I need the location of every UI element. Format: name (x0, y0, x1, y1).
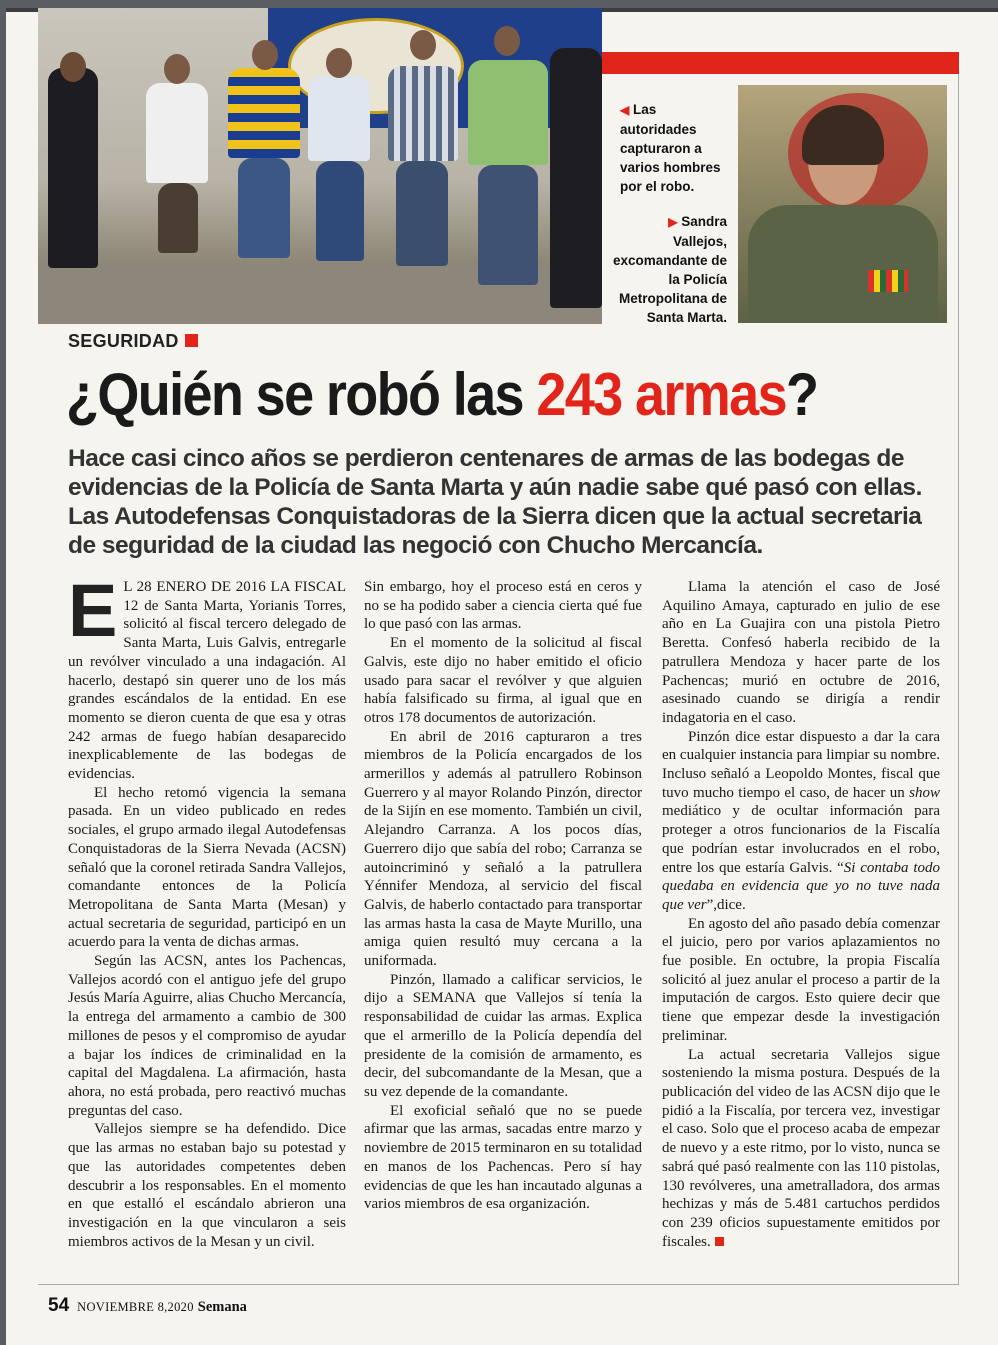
section-label-text: SEGURIDAD (68, 331, 179, 351)
photo-man-4-jeans (396, 161, 448, 266)
article-column-3 (662, 578, 940, 1251)
paragraph: Pinzón, llamado a calificar servicios, le dijo a SEMANA que Vallejos sí tenía la responsabilidad de cuidar las armas. Explica que el armerillo de la Policía dependía del presidente de la comisión de armamento, es decir, del subcomandante de la Mesan, que a su vez depende de la comandante. (364, 971, 642, 1100)
caption-right-text: Sandra Vallejos, excomandante de la Policía Metropolitana de Santa Marta. (612, 214, 727, 325)
text-run-italic: show (909, 784, 940, 801)
page-footer (48, 1295, 247, 1317)
dropcap: E (68, 569, 118, 652)
header-red-bar (602, 52, 959, 74)
paragraph: L 28 ENERO DE 2016 LA FISCAL 12 de Santa Marta, Yorianis Torres, solicitó al fiscal tercero delegado de Santa Marta, Luis Galvis, entregarle un revólver vinculado a una indagación. Al hacerlo, destapó sin querer uno de los más grandes escándalos de la entidad. En ese momento se dieron cuenta de que esa y otras 242 armas de fuego habían desaparecido inexplicablemente de las bodegas de evidencias. (68, 579, 346, 783)
frame-rule-right (958, 74, 959, 1284)
deck-summary: Hace casi cinco años se perdieron centenares de armas de las bodegas de evidencias de la Policía de Santa Marta y aún nadie sabe qué pasó con ellas. Las Autodefensas Conquistadoras de la Sierra dicen que la actual secretaria de seguridad de la ciudad las negoció con Chucho Mercancía. (68, 445, 922, 559)
magazine-name: Semana (197, 1299, 247, 1315)
paragraph: El hecho retomó vigencia la semana pasada. En un video publicado en redes sociales, el grupo armado ilegal Autodefensas Conquistadoras de la Sierra Nevada (ACSN) señaló que la coronel retirada Sandra Vallejos, comandante entonces de la Policía Metropolitana de Santa Marta (Mesan) y actual secretaria de seguridad, participó en un acuerdo para la venta de dichas armas. (68, 784, 346, 951)
paragraph: En abril de 2016 capturaron a tres miembros de la Policía encargados de los armerillos y además al patrullero Robinson Guerrero y al mayor Rolando Pinzón, director de la Sijín en ese momento. También un civil, Alejandro Carranza. A los pocos días, Guerrero dijo que sabía del robo; Carranza se autoincriminó y señaló a la patrullera Yénnifer Mendoza, al servicio del fiscal Galvis, de haberlo contactado para transportar las armas hasta la casa de Mayte Murillo, una amiga quien resultó muy cercana a la uniformada. (364, 728, 642, 970)
photo-head (164, 54, 190, 84)
caption-right (612, 212, 727, 327)
paragraph: Vallejos siempre se ha defendido. Dice que las armas no estaban bajo su potestad y que las autoridades competentes deben descubrir a los responsables. En el momento en que estalló el escándalo abrieron una investigación en la que vincularon a seis miembros activos de la Mesan y un civil. (68, 1121, 346, 1250)
photo-man-2-jeans (238, 158, 290, 258)
magazine-page (6, 8, 998, 1345)
photo-man-1 (146, 83, 208, 183)
article-column-2 (364, 578, 642, 1214)
photo-ribbons (868, 270, 908, 292)
paragraph: El exoficial señaló que no se puede afirmar que las armas, sacadas entre marzo y noviembre de 2015 terminaron en su totalidad en manos de los Pachencas. Pero sí hay evidencias de que les han incautado algunas a varios miembros de esa organización. (364, 1102, 642, 1213)
paragraph (662, 1046, 940, 1252)
caption-arrow-left-icon: ◀ (620, 103, 630, 117)
caption-left (620, 100, 730, 196)
photo-head (410, 30, 436, 60)
text-run: ”,dice. (706, 896, 746, 913)
photo-head (60, 52, 86, 82)
issue-date: NOVIEMBRE 8,2020 (77, 1300, 194, 1314)
caption-arrow-right-icon: ▶ (668, 215, 678, 229)
photo-uniform (748, 205, 938, 323)
text-run: mediático y de ocultar información para proteger a otros funcionarios de la Fiscalía que podrían estar involucrados en el robo, entre los que estaría Galvis. “ (662, 803, 940, 876)
headline-highlight: 243 armas (536, 361, 786, 428)
headline (66, 358, 876, 432)
paragraph: Sin embargo, hoy el proceso está en ceros y no se ha podido saber a ciencia cierta qué fue lo que pasó con las armas. (364, 579, 642, 633)
page-number: 54 (48, 1295, 70, 1316)
photo-officer-right (550, 48, 602, 308)
photo-man-3-jeans (316, 161, 364, 261)
paragraph: En agosto del año pasado debía comenzar el juicio, pero por varios aplazamientos no fue posible. En octubre, la propia Fiscalía solicitó al juez anular el proceso a partir de la imputación de cargos. Esto quiere decir que tiene que empezar desde la investigación preliminar. (662, 915, 940, 1044)
photo-man-2 (228, 68, 300, 158)
headline-part2: ? (785, 361, 818, 428)
photo-arrested-men (38, 8, 602, 324)
text-run: Pinzón dice estar dispuesto a dar la cara en cualquier instancia para limpiar su nombre. Incluso señaló a Leopoldo Montes, fiscal que tuvo mucho tiempo el caso, de hacer un (662, 728, 940, 801)
paragraph: Llama la atención el caso de José Aquilino Amaya, capturado en julio de ese año en La Guajira con una pistola Pietro Beretta. Confesó haberla recibido de la patrullera Mendoza y hacer parte de los Pachencas; murió en octubre de 2016, asesinado cuando se dirigía a rendir indagatoria en el caso. (662, 579, 940, 726)
caption-left-text: Las autoridades capturaron a varios hombres por el robo. (620, 102, 721, 194)
text-run: La actual secretaria Vallejos sigue sosteniendo la misma postura. Después de la publicación del video de las ACSN dijo que le pidió a la Fiscalía, por tercera vez, investigar el caso. Solo que el proceso acaba de empezar de nuevo y a este ritmo, por lo visto, nunca se sabrá qué pasó realmente con las 110 pistolas, 130 revólveres, una ametralladora, dos armas hechizas y más de 5.481 cartuchos perdidos con 239 oficios supuestamente emitidos por fiscales. (662, 1046, 940, 1250)
photo-man-5-jeans (478, 165, 538, 285)
photo-man-1-shorts (158, 183, 198, 253)
paragraph: En el momento de la solicitud al fiscal Galvis, este dijo no haber emitido el oficio usado para sacar el revólver y que alguien había falsificado su firma, al igual que en otros 178 documentos de autorización. (364, 635, 642, 726)
headline-part1: ¿Quién se robó las (66, 361, 537, 428)
photo-sandra-vallejos (738, 85, 947, 323)
quote-italic: Si contaba todo quedaba en evidencia que yo no tuve nada que ver (662, 859, 940, 913)
photo-man-5 (468, 60, 548, 165)
paragraph: Según las ACSN, antes los Pachencas, Vallejos acordó con el antiguo jefe del grupo Jesús María Aguirre, alias Chucho Mercancía, la entrega del armamento a cambio de 300 millones de pesos y el compromiso de ayudar a bajar los índices de criminalidad en la capital del Magdalena. La afirmación, hasta ahora, no está probada, pero reactivó muchas preguntas del caso. (68, 953, 346, 1119)
photo-head (494, 26, 520, 56)
end-square-icon (715, 1237, 724, 1246)
photo-man-4 (388, 66, 458, 161)
photo-man-3 (308, 76, 370, 161)
photo-officer-left (48, 68, 98, 268)
photo-head (326, 48, 352, 78)
article-column-1 (68, 569, 346, 1251)
section-label (68, 331, 198, 352)
section-square-icon (185, 334, 198, 347)
frame-rule-bottom (38, 1284, 959, 1285)
paragraph (662, 728, 940, 915)
photo-head (252, 40, 278, 70)
